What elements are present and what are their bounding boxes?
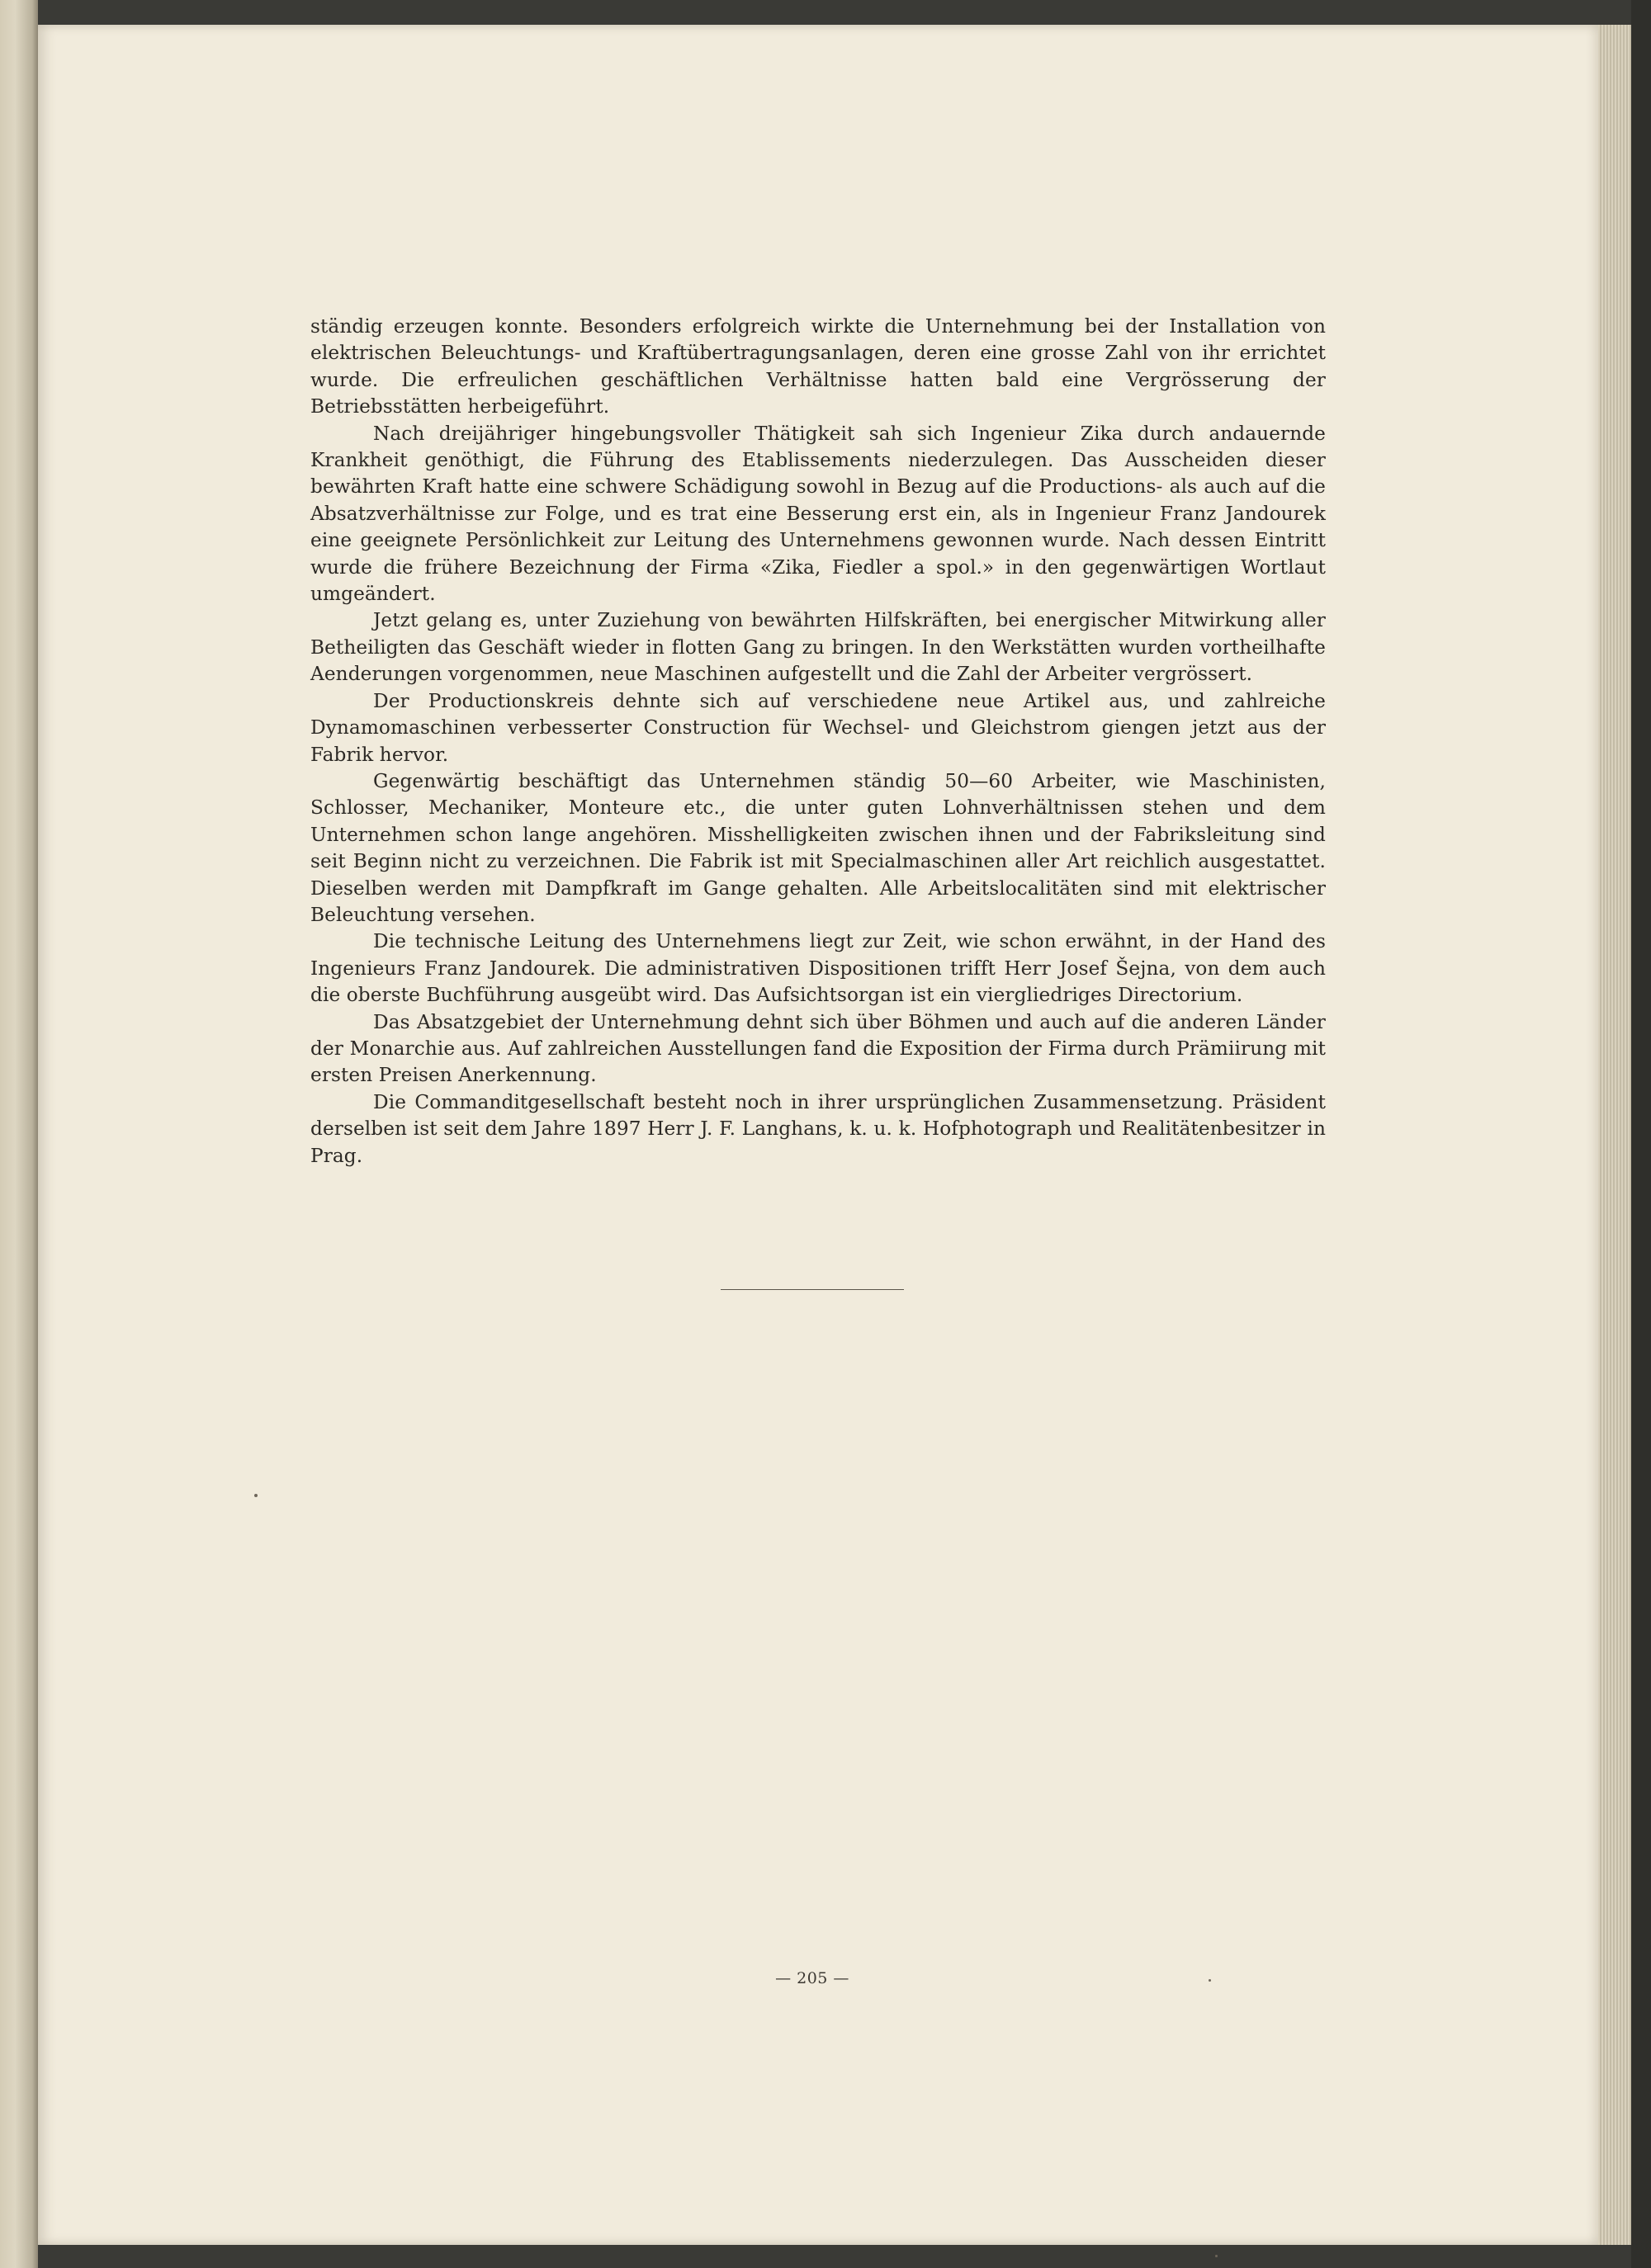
paragraph: Das Absatzgebiet der Unternehmung dehnt sich über Böhmen und auch auf die anderen Länder der Monarchie aus. Auf zahlreichen Ausstellungen fand die Exposition der Firma durch Prämiirung mit ersten Preisen Anerkennung.	[310, 1010, 1326, 1087]
section-divider	[721, 1289, 904, 1290]
scan-background-edge	[1631, 0, 1651, 2268]
paragraph: Nach dreijähriger hingebungsvoller Thätigkeit sah sich Ingenieur Zika durch andauernde Krankheit genöthigt, die Führung des Etablissements niederzulegen. Das Ausscheiden dieser bewährten Kraft hatte eine schwere Schädigung sowohl in Bezug auf die Productions- als auch auf die Absatzverhältnisse zur Folge, und es trat eine Besserung erst ein, als in Ingenieur Franz Jandourek eine geeignete Persönlichkeit zur Leitung des Unternehmens gewonnen wurde. Nach dessen Eintritt wurde die frühere Bezeichnung der Firma «Zika, Fiedler a spol.» in den gegenwärtigen Wortlaut umgeändert.	[310, 422, 1326, 606]
page-edges-right	[1598, 25, 1631, 2245]
paper-speck	[1215, 2255, 1218, 2257]
paper-speck	[254, 1494, 258, 1497]
paragraph: Die technische Leitung des Unternehmens liegt zur Zeit, wie schon erwähnt, in der Hand des Ingenieurs Franz Jandourek. Die administrativen Dispositionen trifft Herr Josef Šejna, von dem auch die oberste Buchführung ausgeübt wird. Das Aufsichtsorgan ist ein viergliedriges Directorium.	[310, 930, 1326, 1007]
paper-speck	[1209, 1979, 1211, 1982]
paragraph: ständig erzeugen konnte. Besonders erfolgreich wirkte die Unternehmung bei der Installation von elektrischen Beleuchtungs- und Kraftübertragungsanlagen, deren eine grosse Zahl von ihr errichtet wurde. Die erfreulichen geschäftlichen Verhältnisse hatten bald eine Vergrösserung der Betriebsstätten herbeigeführt.	[310, 315, 1326, 418]
book-binding-left	[0, 0, 38, 2268]
page-sheet	[38, 25, 1598, 2245]
paragraph: Der Productionskreis dehnte sich auf verschiedene neue Artikel aus, und zahlreiche Dynamomaschinen verbesserter Construction für Wechsel- und Gleichstrom giengen jetzt aus der Fabrik hervor.	[310, 689, 1326, 766]
body-text	[310, 314, 1326, 1169]
page-number: — 205 —	[775, 1969, 849, 1987]
paragraph: Die Commanditgesellschaft besteht noch in ihrer ursprünglichen Zusammensetzung. Präsident derselben ist seit dem Jahre 1897 Herr J. F. Langhans, k. u. k. Hofphotograph und Realitätenbesitzer in Prag.	[310, 1090, 1326, 1167]
paragraph: Gegenwärtig beschäftigt das Unternehmen ständig 50—60 Arbeiter, wie Maschinisten, Schlosser, Mechaniker, Monteure etc., die unter guten Lohnverhältnissen stehen und dem Unternehmen schon lange angehören. Misshelligkeiten zwischen ihnen und der Fabriksleitung sind seit Beginn nicht zu verzeichnen. Die Fabrik ist mit Specialmaschinen aller Art reichlich ausgestattet. Dieselben werden mit Dampfkraft im Gange gehalten. Alle Arbeitslocalitäten sind mit elektrischer Beleuchtung versehen.	[310, 769, 1326, 926]
paragraph: Jetzt gelang es, unter Zuziehung von bewährten Hilfskräften, bei energischer Mitwirkung aller Betheiligten das Geschäft wieder in flotten Gang zu bringen. In den Werkstätten wurden vortheilhafte Aenderungen vorgenommen, neue Maschinen aufgestellt und die Zahl der Arbeiter vergrössert.	[310, 609, 1326, 686]
